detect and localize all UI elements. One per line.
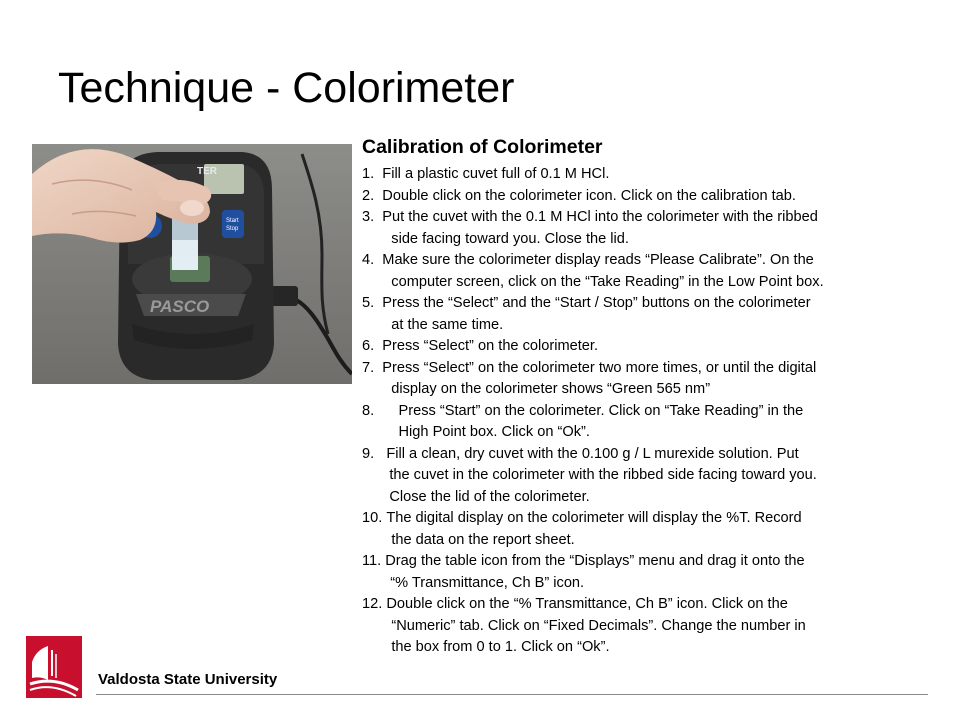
- device-brand-label: PASCO: [150, 297, 210, 316]
- step-7: [362, 358, 958, 401]
- step-text-continued: the box from 0 to 1. Click on “Ok”.: [391, 639, 610, 655]
- step-number: 1.: [362, 166, 383, 182]
- step-4: [362, 250, 958, 293]
- step-text-continued: High Point box. Click on “Ok”.: [398, 424, 590, 440]
- step-text: Press the “Select” and the “Start / Stop” buttons on the colorimeter: [382, 295, 811, 311]
- step-number: 6.: [362, 338, 383, 354]
- step-2: [362, 186, 958, 208]
- step-5: [362, 293, 958, 336]
- slide-title: Technique - Colorimeter: [58, 64, 515, 112]
- step-number: 9.: [362, 445, 387, 462]
- step-6: [362, 336, 958, 358]
- step-11: [362, 551, 958, 594]
- step-text: Press “Select” on the colorimeter two more times, or until the digital: [382, 359, 817, 376]
- footer-university-name: Valdosta State University: [98, 671, 278, 688]
- step-text-continued: the data on the report sheet.: [391, 531, 575, 548]
- colorimeter-photo: [32, 144, 352, 384]
- step-text: Fill a plastic cuvet full of 0.1 M HCl.: [382, 166, 610, 182]
- step-number: 2.: [362, 187, 383, 204]
- step-text-continued: “% Transmittance, Ch B” icon.: [390, 574, 585, 591]
- procedure-panel: [362, 133, 958, 659]
- step-12: [362, 594, 958, 659]
- step-10: [362, 508, 958, 551]
- procedure-heading: Calibration of Colorimeter: [362, 136, 603, 158]
- step-text-continued: side facing toward you. Close the lid.: [391, 230, 629, 247]
- step-8: [362, 401, 958, 444]
- step-text-continued: computer screen, click on the “Take Reading” in the Low Point box.: [391, 273, 824, 290]
- step-text-continued: the cuvet in the colorimeter with the ribbed side facing toward you.: [389, 467, 817, 483]
- step-number: 11.: [362, 553, 386, 569]
- step-text-continued: Close the lid of the colorimeter.: [389, 488, 590, 505]
- calibration-steps: [362, 164, 958, 659]
- device-stop-label: Stop: [226, 226, 239, 232]
- step-9: [362, 444, 958, 509]
- step-number: 4.: [362, 252, 383, 268]
- step-text: Make sure the colorimeter display reads “Please Calibrate”. On the: [382, 252, 814, 268]
- step-text: Drag the table icon from the “Displays” menu and drag it onto the: [385, 553, 805, 569]
- step-number: 8.: [362, 402, 399, 419]
- step-text-continued: “Numeric” tab. Click on “Fixed Decimals”. Change the number in: [391, 617, 806, 634]
- step-3: [362, 207, 958, 250]
- device-start-label: Start: [226, 218, 239, 224]
- step-1: [362, 164, 958, 186]
- step-text: Press “Start” on the colorimeter. Click on “Take Reading” in the: [398, 402, 804, 419]
- step-number: 7.: [362, 359, 383, 376]
- step-number: 3.: [362, 209, 383, 225]
- step-number: 5.: [362, 295, 383, 311]
- step-text: Fill a clean, dry cuvet with the 0.100 g / L murexide solution. Put: [386, 445, 799, 462]
- step-text: Double click on the colorimeter icon. Click on the calibration tab.: [382, 187, 796, 204]
- step-number: 12.: [362, 596, 387, 612]
- step-text-continued: at the same time.: [391, 316, 504, 333]
- step-text: Press “Select” on the colorimeter.: [382, 338, 599, 354]
- step-number: 10.: [362, 510, 387, 526]
- footer-divider: [96, 694, 928, 695]
- step-text: Double click on the “% Transmittance, Ch B” icon. Click on the: [386, 596, 788, 612]
- university-logo: [26, 636, 82, 698]
- step-text-continued: display on the colorimeter shows “Green 565 nm”: [391, 381, 711, 397]
- step-text: Put the cuvet with the 0.1 M HCl into the colorimeter with the ribbed: [382, 209, 818, 225]
- device-display-label: TER: [197, 166, 217, 177]
- step-text: The digital display on the colorimeter will display the %T. Record: [386, 510, 802, 526]
